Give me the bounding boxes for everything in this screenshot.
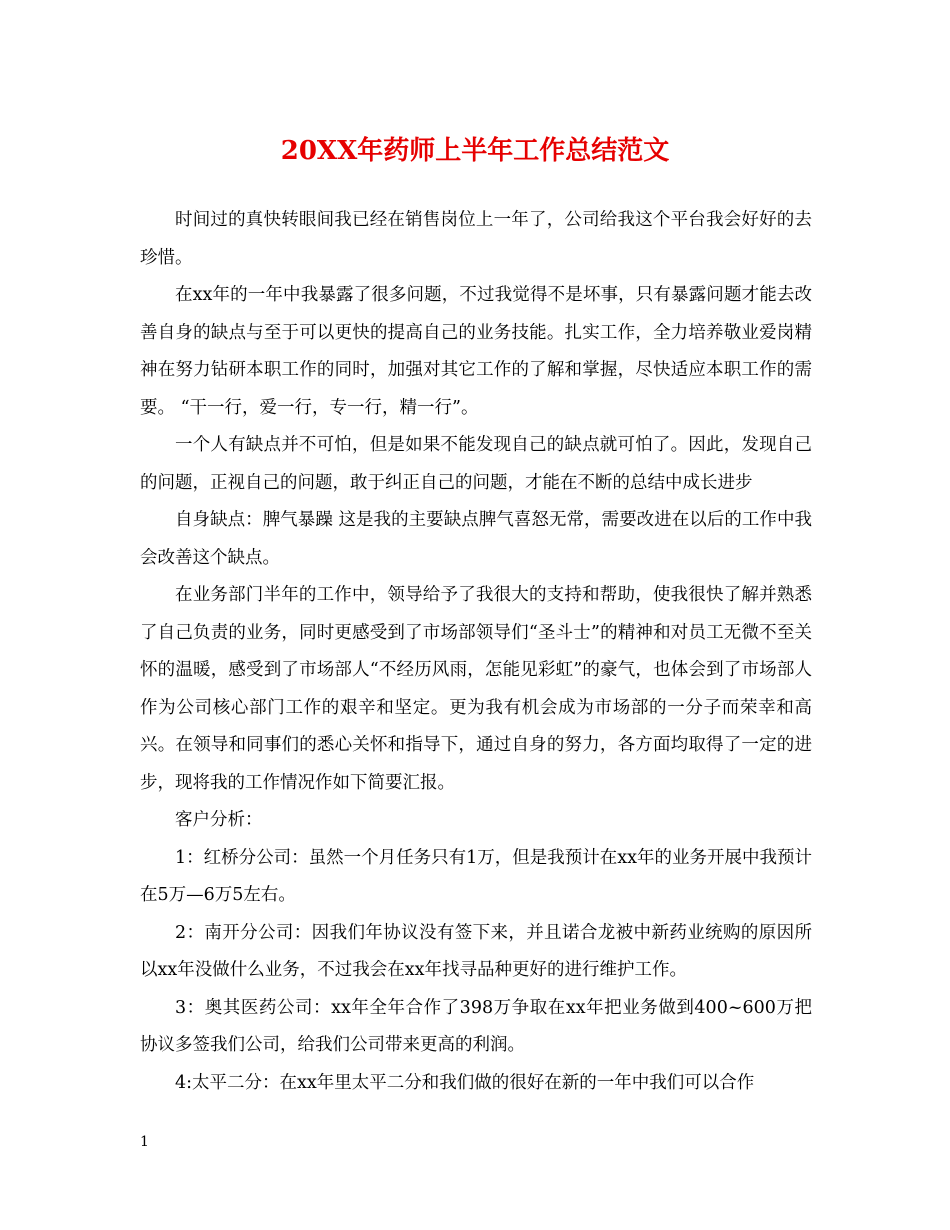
paragraph-7: 1：红桥分公司：虽然一个月任务只有1万，但是我预计在xx年的业务开展中我预计在5万—6万5左右。 [140,847,813,905]
paragraph-1: 时间过的真快转眼间我已经在销售岗位上一年了，公司给我这个平台我会好好的去珍惜。 [140,210,812,268]
paragraph-8: 2：南开分公司：因我们年协议没有签下来，并且诺合龙被中新药业统购的原因所以xx年没做什么业务，不过我会在xx年找寻品种更好的进行维护工作。 [140,922,812,980]
page-number: 1 [140,1134,149,1150]
document-title: 20XX年药师上半年工作总结范文 [280,136,670,166]
paragraph-5: 在业务部门半年的工作中，领导给予了我很大的支持和帮助，使我很快了解并熟悉了自己负责的业务，同时更感受到了市场部领导们“圣斗士”的精神和对员工无微不至关怀的温暖，感受到了市场部人“不经历风雨，怎能见彩虹”的豪气，也体会到了市场部人作为公司核心部门工作的艰辛和坚定。更为我有机会成为市场部的一分子而荣幸和高兴。在领导和同事们的悉心关怀和指导下，通过自身的努力，各方面均取得了一定的进步，现将我的工作情况作如下简要汇报。 [140,585,812,793]
paragraph-6: 客户分析： [175,810,263,830]
paragraph-10: 4:太平二分：在xx年里太平二分和我们做的很好在新的一年中我们可以合作 [175,1072,755,1093]
paragraph-3: 一个人有缺点并不可怕，但是如果不能发现自己的缺点就可怕了。因此，发现自己的问题，正视自己的问题，敢于纠正自己的问题，才能在不断的总结中成长进步 [140,435,812,493]
paragraph-2: 在xx年的一年中我暴露了很多问题，不过我觉得不是坏事，只有暴露问题才能去改善自身的缺点与至于可以更快的提高自己的业务技能。扎实工作，全力培养敬业爱岗精神在努力钻研本职工作的同时，加强对其它工作的了解和掌握，尽快适应本职工作的需要。 “干一行，爱一行，专一行，精一行”。 [140,285,812,418]
document-body [140,202,812,1102]
paragraph-9: 3：奥其医药公司：xx年全年合作了398万争取在xx年把业务做到400~600万把协议多签我们公司，给我们公司带来更高的利润。 [140,997,812,1055]
paragraph-4: 自身缺点：脾气暴躁 这是我的主要缺点脾气喜怒无常，需要改进在以后的工作中我会改善这个缺点。 [140,510,812,568]
